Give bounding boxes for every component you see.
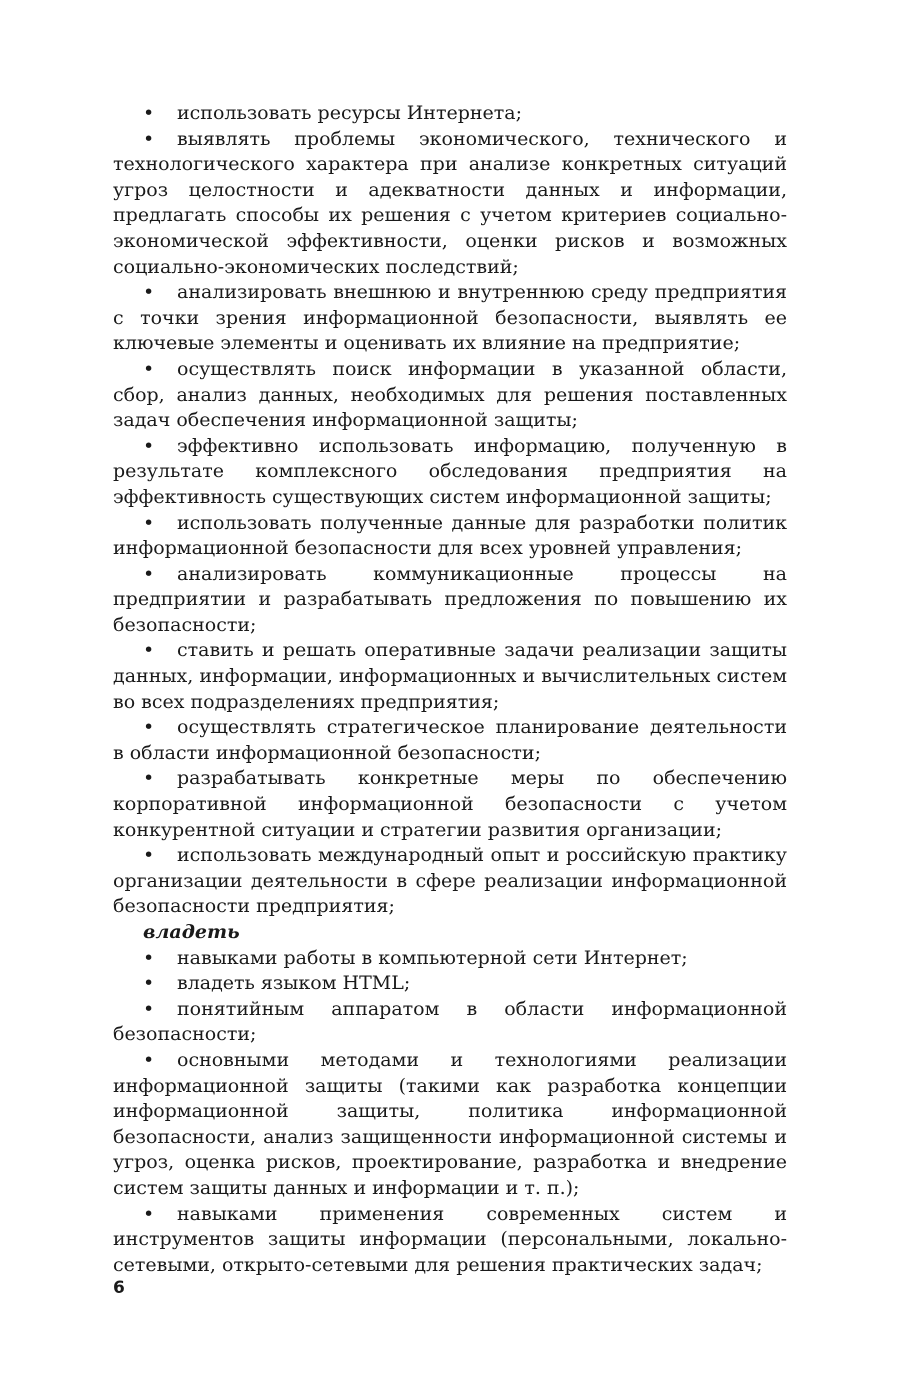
bullet-icon: • (143, 562, 155, 585)
bullet-icon: • (143, 1048, 155, 1071)
list-item-text: понятийным аппаратом в области информационной безопасности; (113, 997, 787, 1046)
page-number: 6 (113, 1278, 125, 1298)
list-item (113, 127, 787, 281)
list-item (113, 511, 787, 562)
section-heading: владеть (143, 921, 240, 943)
bullet-icon: • (143, 946, 155, 969)
bullet-icon: • (143, 716, 155, 739)
list-item (113, 638, 787, 715)
list-item (113, 1202, 787, 1279)
list-item (113, 946, 787, 972)
bullet-icon: • (143, 357, 155, 380)
list-item (113, 843, 787, 920)
list-item-text: анализировать коммуникационные процессы на предприятии и разрабатывать предложения по повышению их безопасности; (113, 562, 787, 636)
bullet-icon: • (143, 434, 155, 457)
list-item-text: ставить и решать оперативные задачи реализации защиты данных, информации, информационных и вычислительных систем во всех подразделениях предприятия; (113, 639, 787, 713)
list-item-text: выявлять проблемы экономического, технического и технологического характера при анализе конкретных ситуаций угроз целостности и адекватности данных и информации, предлагать способы их решения с учетом критериев социально-экономической эффективности, оценки рисков и возможных социально-экономических последствий; (113, 127, 787, 278)
list-item-text: осуществлять стратегическое планирование деятельности в области информационной безопасности; (113, 716, 787, 764)
bullet-icon: • (143, 102, 155, 124)
list-item (113, 997, 787, 1048)
list-item-text: разрабатывать конкретные меры по обеспечению корпоративной информационной безопасности с учетом конкурентной ситуации и стратегии развития организации; (113, 767, 787, 841)
list-item-text: владеть языком HTML; (177, 972, 411, 995)
list-item (113, 971, 787, 997)
bullet-list-possess (113, 946, 787, 1279)
bullet-icon: • (143, 127, 155, 150)
bullet-icon: • (143, 511, 155, 534)
bullet-icon: • (143, 639, 155, 662)
bullet-icon: • (143, 972, 155, 995)
list-item (113, 357, 787, 434)
list-item (113, 280, 787, 357)
bullet-list-skills (113, 101, 787, 920)
list-item-text: анализировать внешнюю и внутреннюю среду предприятия с точки зрения информационной безопасности, выявлять ее ключевые элементы и оценивать их влияние на предприятие; (113, 281, 787, 355)
list-item-text: основными методами и технологиями реализации информационной защиты (такими как разработка концепции информационной защиты, политика информационной безопасности, анализ защищенности информационной системы и угроз, оценка рисков, проектирование, разработка и внедрение систем защиты данных и информации и т. п.); (113, 1048, 787, 1199)
list-item-text: эффективно использовать информацию, полученную в результате комплексного обследования предприятия на эффективность существующих систем информационной защиты; (113, 434, 787, 508)
bullet-icon: • (143, 1202, 155, 1225)
list-item-text: использовать ресурсы Интернета; (177, 102, 523, 124)
bullet-icon: • (143, 844, 155, 867)
page-body (113, 101, 787, 1278)
list-item (113, 101, 787, 127)
bullet-icon: • (143, 281, 155, 304)
list-item (113, 562, 787, 639)
list-item-text: навыками работы в компьютерной сети Интернет; (177, 946, 688, 969)
list-item (113, 766, 787, 843)
bullet-icon: • (143, 767, 155, 790)
list-item (113, 1048, 787, 1202)
list-item (113, 434, 787, 511)
list-item-text: использовать международный опыт и российскую практику организации деятельности в сфере реализации информационной безопасности предприятия; (113, 844, 787, 918)
list-item-text: осуществлять поиск информации в указанной области, сбор, анализ данных, необходимых для решения поставленных задач обеспечения информационной защиты; (113, 357, 787, 432)
list-item-text: навыками применения современных систем и инструментов защиты информации (персональными, локально-сетевыми, открыто-сетевыми для решения практических задач; (113, 1202, 787, 1276)
list-item (113, 715, 787, 766)
bullet-icon: • (143, 997, 155, 1020)
list-item-text: использовать полученные данные для разработки политик информационной безопасности для всех уровней управления; (113, 511, 787, 560)
